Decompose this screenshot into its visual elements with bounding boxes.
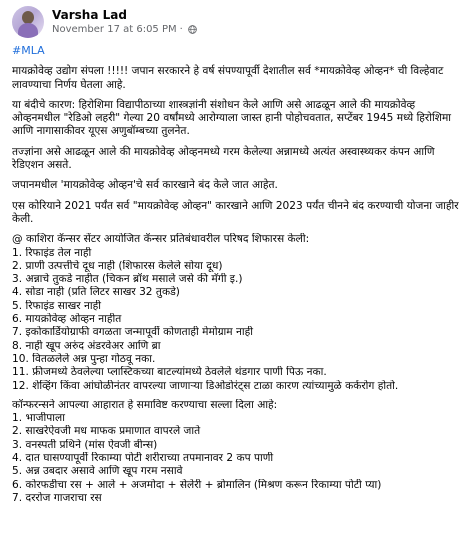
list-item: 1. रिफाइंड तेल नाही: [12, 246, 92, 259]
list-item: 5. रिफाइंड साखर नाही: [12, 299, 101, 312]
list-item: 2. साखरेऐवजी मध माफक प्रमाणात वापरले जाते: [12, 425, 201, 438]
post-timestamp[interactable]: November 17 at 6:05 PM: [52, 24, 177, 35]
diet-list: [12, 412, 464, 505]
list-item: 11. फ्रीजमध्ये ठेवलेल्या प्लास्टिकच्या बाटल्यांमध्ये ठेवलेले थंडगार पाणी पिऊ नका.: [12, 366, 327, 379]
list-item: 2. प्राणी उत्पत्तीचे दूध नाही (शिफारस केलेले सोया दूध): [12, 259, 223, 272]
list-item: 3. वनस्पती प्रथिने (मांस ऐवजी बीन्स): [12, 438, 158, 451]
list-item: 7. इकोकार्डियोग्राफी वगळता जन्मापूर्वी कोणताही मेमोग्राम नाही: [12, 326, 253, 339]
recommendations-section: [12, 233, 464, 393]
post-header: [12, 6, 197, 38]
list-item: 5. अन्न उबदार असावे आणि खूप गरम नसावे: [12, 465, 183, 478]
list-item: 8. नाही खूप अरुंद अंडरवेअर आणि ब्रा: [12, 339, 161, 352]
author-name[interactable]: Varsha Lad: [52, 8, 127, 22]
list-item: 6. कोरफडीचा रस + आले + अजमोदा + सेलेरी + ब्रोमालिन (मिश्रण करून रिकाम्या पोटी प्या): [12, 478, 382, 491]
paragraph-experts: तज्ज्ञांना असे आढळून आले की मायक्रोवेव्ह ओव्हनमध्ये गरम केलेल्या अन्नामध्ये अत्यंत अस्वास्थ्यकर कंपन आणि रेडिएशन असते.: [12, 145, 435, 172]
post-timeline: [52, 23, 197, 36]
list-item: 12. शेव्हिंग किंवा आंघोळीनंतर वापरल्या जाणाऱ्या डिओडोरंट्स टाळा कारण त्यांच्यामुळे कर्करोग होतो.: [12, 379, 399, 392]
hashtag-link[interactable]: #MLA: [12, 44, 45, 57]
diet-intro: कॉन्फरन्सने आपल्या आहारात हे समाविष्ट करण्याचा सल्ला दिला आहे:: [12, 398, 278, 411]
list-item: 7. दररोज गाजराचा रस: [12, 491, 102, 504]
avatar[interactable]: [12, 6, 44, 38]
list-item: 1. भाजीपाला: [12, 412, 65, 425]
paragraph-intro: मायक्रोवेव्ह उद्योग संपला !!!!! जपान सरकारने हे वर्ष संपण्यापूर्वी देशातील सर्व *मायक्रोवेव्ह ओव्हन* ची विल्हेवाट लावण्याचा निर्णय घेतला आहे.: [12, 65, 444, 91]
paragraph-reason: या बंदीचे कारण: हिरोशिमा विद्यापीठाच्या शास्त्रज्ञांनी संशोधन केले आणि असे आढळून आले की मायक्रोवेव्ह ओव्हनमधील "रेडिओ लहरी" गेल्या 20 वर्षांमध्ये आरोग्याला जास्त हानी पोहोचवतात, सप्टेंबर 1945 मध्ये हिरोशिमा आणि नागासाकीवर यूएस अणुबॉम्बच्या तुलनेत.: [12, 98, 452, 138]
post-content: [12, 44, 464, 512]
list-item: 6. मायक्रोवेव्ह ओव्हन नाहीत: [12, 313, 122, 326]
list-item: 10. वितळलेले अन्न पुन्हा गोठवू नका.: [12, 352, 156, 365]
meta-separator: ·: [179, 24, 183, 35]
recommendations-list: [12, 247, 464, 393]
post-meta: [52, 8, 197, 36]
paragraph-korea-china: एस कोरियाने 2021 पर्यंत सर्व "मायक्रोवेव्ह ओव्हन" कारखाने आणि 2023 पर्यंत चीनने बंद करण्याची योजना जाहीर केली.: [12, 199, 459, 225]
diet-section: [12, 399, 464, 505]
recommendations-intro: @ काशिरा कॅन्सर सेंटर आयोजित कॅन्सर प्रतिबंधावरील परिषद शिफारस केली:: [12, 233, 310, 246]
list-item: 4. सोडा नाही (प्रति लिटर साखर 32 तुकडे): [12, 286, 180, 299]
list-item: 3. अन्नाचे तुकडे नाहीत (चिकन ब्रॉथ मसाले जसे की मॅगी इ.): [12, 273, 243, 286]
globe-icon[interactable]: [188, 25, 197, 34]
paragraph-japan-factories: जपानमधील 'मायक्रोवेव्ह ओव्हन'चे सर्व कारखाने बंद केले जात आहेत.: [12, 179, 278, 192]
list-item: 4. दात घासण्यापूर्वी रिकाम्या पोटी शरीराच्या तपमानावर 2 कप पाणी: [12, 452, 274, 465]
